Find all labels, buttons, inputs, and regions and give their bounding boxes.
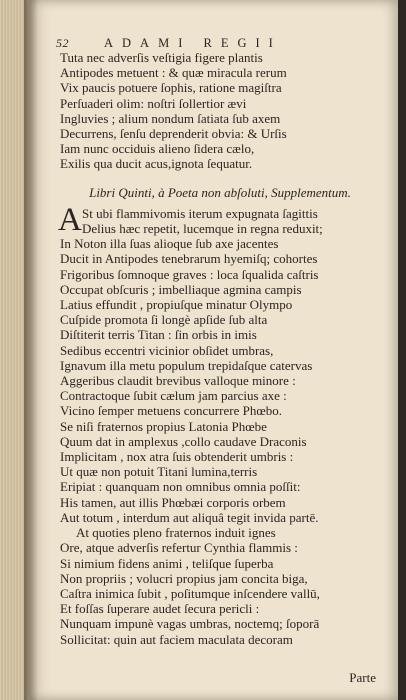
poem-line: Occupat obſcuris ; imbelliaque agmina campis (60, 281, 302, 297)
poem-line: In Noton illa ſuas alioque ſub axe jacentes (60, 236, 279, 252)
poem-line: Eripiat : quanquam non omnibus omnia poſſit: (60, 479, 301, 495)
poem-line: Quum dat in amplexus ,collo caudave Draconis (60, 433, 307, 449)
section-title: Libri Quinti, à Poeta non abſoluti, Supplementum. (89, 184, 351, 200)
poem-text (60, 50, 388, 647)
poem-line: St ubi flammivomis iterum expugnata ſagittis (82, 205, 318, 221)
dropcap-lines (58, 201, 388, 238)
poem-line: Ore, atque adverſis refertur Cynthia flammis : (60, 540, 298, 556)
poem-line: Perſuaderi olim: noſtri ſollertior ævi (60, 95, 247, 111)
poem-line: Vix paucis potuere ſophis, ratione magiſtra (60, 80, 282, 96)
poem-line: Tuta nec adverſis veſtigia figere plantis (60, 50, 263, 65)
page-number: 52 (56, 36, 69, 50)
poem-line: Sollicitat: quin aut faciem maculata decoram (60, 631, 293, 647)
poem-line: Frigoribus ſomnoque graves : loca ſqualida caſtris (60, 266, 319, 282)
poem-line: Aggeribus claudit brevibus valloque minore : (60, 373, 296, 389)
poem-line: Ut quæ non potuit Titani lumina,terris (60, 464, 258, 480)
poem-line: Aut totum , interdum aut aliquâ tegit invida partē. (60, 509, 319, 525)
poem-line: Cuſpide promota ſi longè apſide ſub alta (60, 312, 268, 328)
right-edge (398, 0, 406, 700)
poem-line: Ignavum illa metu populum trepidaſque catervas (60, 357, 313, 373)
poem-line: Iam nunc occiduis alieno ſidera cælo, (60, 141, 255, 157)
running-head: ADAMI REGII (104, 36, 282, 50)
poem-line: Contractoque ſubit cælum jam parcius axe : (60, 388, 287, 404)
poem-line: Nunquam impunè vagas umbras, noctemq; ſoporā (60, 616, 320, 632)
poem-line: Decurrens, ſenſu deprenderit obvia: & Urſis (60, 126, 287, 142)
poem-line: His tamen, aut illis Phœbæi corporis orbem (60, 494, 286, 510)
poem-line: Et foſſas ſuperare audet ſecura pericli : (60, 601, 260, 617)
poem-line: Antipodes metuent : & quæ miracula rerum (60, 65, 287, 81)
dropcap-block (58, 201, 388, 238)
poem-main-block (60, 236, 388, 525)
poem-line: Si nimium fidens animi , teliſque ſuperba (60, 555, 274, 571)
poem-line: Sedibus eccentri vicinior obſidet umbras, (60, 342, 274, 358)
poem-line: Exilis qua ducit acus,ignota ſequatur. (60, 156, 253, 172)
poem-line: Caſtra inimica ſubit , poſitumque inſcendere vallū, (60, 585, 320, 601)
poem-line: Ducit in Antipodes tenebrarum hyemiſq; cohortes (60, 251, 318, 267)
poem-line: Latius effundit , propiuſque minatur Olympo (60, 297, 293, 313)
poem-line-indented: At quoties pleno fraternos induit ignes (76, 525, 276, 541)
dropcap-letter: A (58, 201, 82, 238)
spine-shadow (24, 0, 38, 700)
poem-line: Implicitam , nox atra ſuis obtenderit umbris : (60, 449, 294, 465)
poem-line: Se niſi fraternos propius Latonia Phœbe (60, 418, 267, 434)
catchword: Parte (349, 670, 376, 685)
poem-top-block (60, 50, 388, 172)
poem-line: Diſtiterit terris Titan : ſin orbis in imis (60, 327, 257, 343)
poem-line: Delius hæc repetit, lucemque in regna reduxit; (82, 221, 323, 237)
poem-end-block (60, 540, 388, 646)
book-page (30, 0, 398, 700)
poem-line: Non propriis ; volucri propius jam concita biga, (60, 570, 308, 586)
poem-line: Ingluvies ; alium nondum ſatiata ſub axem (60, 110, 281, 126)
poem-line: Vicino ſemper metuens concurrere Phœbo. (60, 403, 282, 419)
